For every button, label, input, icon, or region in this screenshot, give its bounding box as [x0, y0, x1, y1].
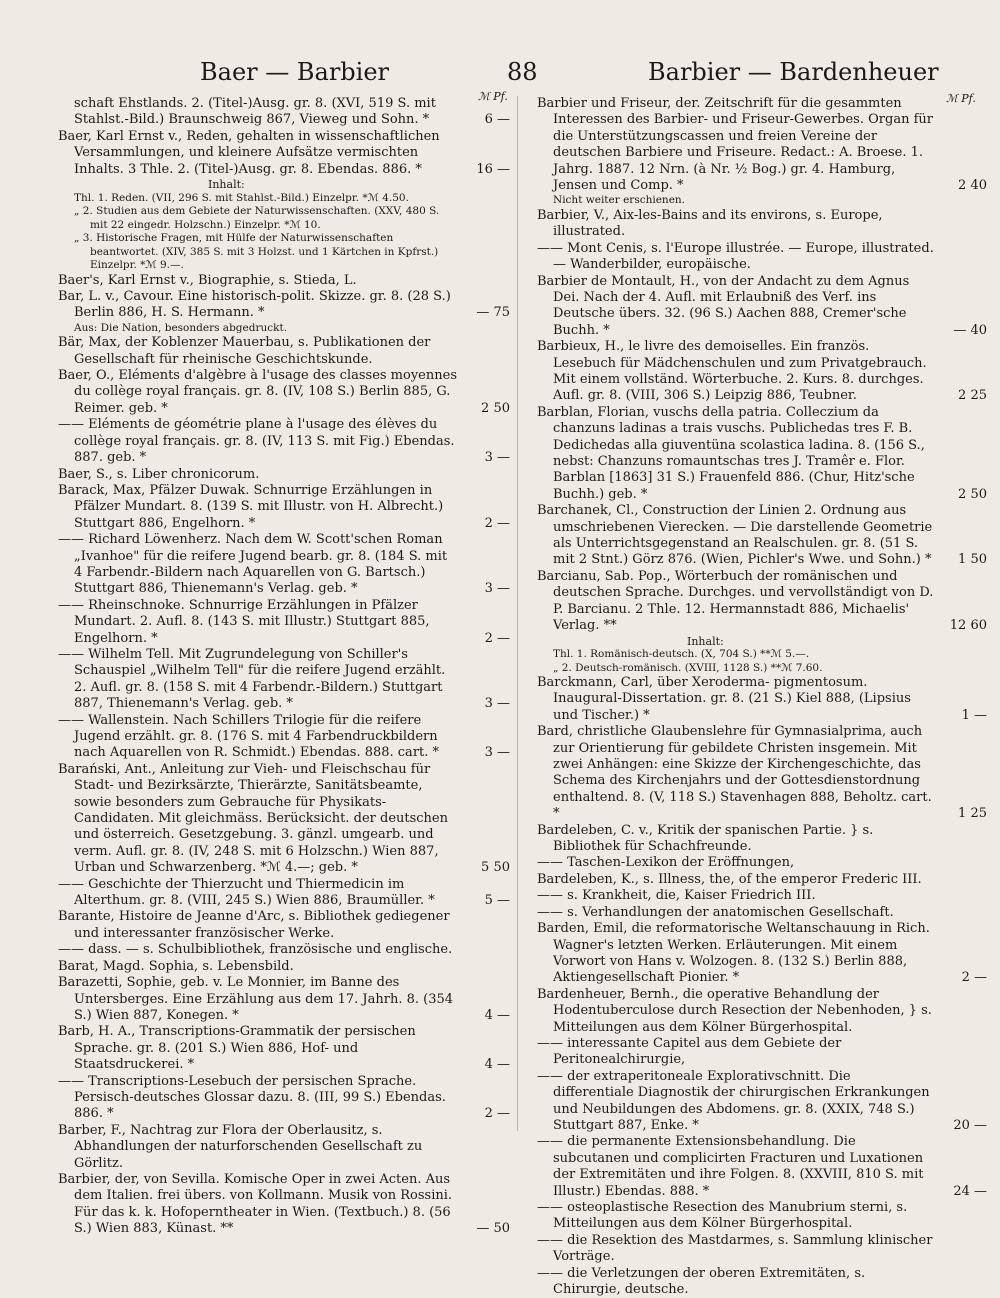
entry-text: —— die Verletzungen der oberen Extremitäten, s. Chirurgie, deutsche.: [537, 1265, 866, 1298]
contents-line: Thl. 1. Reden. (VII, 296 S. mit Stahlst.-Bild.) Einzelpr. *ℳ 4.50.: [74, 191, 409, 204]
entry-text: —— interessante Capitel aus dem Gebiete der Peritonealchirurgie,: [537, 1035, 842, 1068]
bibliography-entry: [58, 647, 510, 713]
entry-text: —— Eléments de géométrie plane à l'usage des élèves du collège royal français. gr. 8. (IV, 113 S. mit Fig.) Ebendas. 887. geb. *: [58, 417, 455, 466]
entry-text: Barbier, der, von Sevilla. Komische Oper in zwei Acten. Aus dem Italien. frei übers. von Kollmann. Musik von Rossini. Für das k. k. Hofoperntheater in Wien. (Textbuch.) 8. (56 S.) Wien 883, Künast. **: [58, 1171, 453, 1237]
entry-text: Barb, H. A., Transcriptions-Grammatik der persischen Sprache. gr. 8. (201 S.) Wien 886, Hof- und Staatsdruckerei. *: [58, 1024, 416, 1073]
contents-line: „ 2. Studien aus dem Gebiete der Naturwissenschaften. (XXV, 480 S. mit 22 eingedr. Holzschn.) Einzelpr. *ℳ 10.: [74, 205, 440, 231]
bibliography-entry: [58, 467, 510, 483]
entry-price: 2 —: [484, 1106, 510, 1122]
entry-text: Baer's, Karl Ernst v., Biographie, s. Stieda, L.: [58, 272, 357, 288]
bibliography-entry: [58, 417, 510, 466]
bibliography-entry: [58, 273, 510, 289]
bibliography-entry: [537, 1134, 987, 1200]
contents-line: Thl. 1. Romänisch-deutsch. (X, 704 S.) **ℳ 5.—.: [553, 648, 810, 660]
entry-price: 2 50: [481, 400, 510, 416]
bibliography-entry: [58, 713, 510, 762]
bibliography-entry: [537, 274, 987, 340]
entry-text: —— Geschichte der Thierzucht und Thiermedicin im Alterthum. gr. 8. (VIII, 245 S.) Wien 886, Braumüller. *: [58, 876, 435, 909]
bibliography-entry: [537, 405, 987, 503]
bibliography-entry: [58, 909, 510, 942]
contents-line: „ 2. Deutsch-romänisch. (XVIII, 1128 S.) **ℳ 7.60.: [553, 661, 823, 674]
bibliography-entry: [537, 855, 987, 871]
bibliography-entry: [537, 96, 987, 194]
entry-price: 5 —: [484, 893, 510, 909]
bibliography-entry: [58, 877, 510, 910]
entry-price: 3 —: [484, 696, 510, 712]
entry-price: — 40: [953, 322, 987, 338]
contents-line: Nicht weiter erschienen.: [553, 194, 686, 207]
right-column: [537, 96, 987, 1298]
entry-text: —— Wallenstein. Nach Schillers Trilogie für die reifere Jugend erzählt. gr. 8. (176 S. mit 4 Farbendruckbildern nach Aquarellen von R. Schmidt.) Ebendas. 888. cart. *: [58, 712, 440, 761]
bibliography-entry: [58, 1024, 510, 1073]
entry-text: —— s. Verhandlungen der anatomischen Gesellschaft.: [537, 904, 894, 920]
bibliography-entry: [58, 289, 510, 322]
entry-price: 3 —: [484, 745, 510, 761]
bibliography-entry: [58, 1123, 510, 1172]
entry-price: 3 —: [484, 581, 510, 597]
entry-price: 20 —: [953, 1117, 987, 1133]
entry-text: Bardeleben, K., s. Illness, the, of the emperor Frederic III.: [537, 871, 922, 887]
page-number: 88: [507, 58, 538, 86]
entry-price: 2 50: [958, 486, 987, 502]
bibliography-entry: [58, 129, 510, 178]
entry-text: Barack, Max, Pfälzer Duwak. Schnurrige Erzählungen in Pfälzer Mundart. 8. (139 S. mit Illustr. von H. Albrecht.) Stuttgart 886, Engelhorn. *: [58, 482, 444, 531]
entry-text: Bar, L. v., Cavour. Eine historisch-polit. Skizze. gr. 8. (28 S.) Berlin 886, H. S. Hermann. *: [58, 288, 451, 321]
running-head-left: Baer — Barbier: [200, 58, 390, 86]
bibliography-entry: [537, 987, 987, 1036]
entry-text: schaft Ehstlands. 2. (Titel-)Ausg. gr. 8. (XVI, 519 S. mit Stahlst.-Bild.) Braunschweig 867, Vieweg und Sohn. *: [74, 96, 436, 128]
entry-text: Baer, S., s. Liber chronicorum.: [58, 466, 260, 482]
bibliography-entry: [58, 959, 510, 975]
bibliography-entry: [537, 1266, 987, 1298]
entry-price: 16 —: [476, 161, 510, 177]
entry-text: —— Richard Löwenherz. Nach dem W. Scott'schen Roman „Ivanhoe" für die reifere Jugend bearb. gr. 8. (184 S. mit 4 Farbendr.-Bildern nach Aquarellen von G. Bartsch.) Stuttgart 886, Thienemann's Verlag. geb. *: [58, 532, 448, 597]
bibliography-entry: [537, 1036, 987, 1069]
entry-text: —— die permanente Extensionsbehandlung. Die subcutanen und complicirten Fracturen und Luxationen der Extremitäten und ihre Folgen. 8. (XXVIII, 810 S. mit Illustr.) Ebendas. 888. *: [537, 1134, 924, 1199]
bibliography-entry: [58, 598, 510, 647]
contents-line: „ 3. Historische Fragen, mit Hülfe der Naturwissenschaften beantwortet. (XIV, 385 S. mit 3 Holzst. und 1 Kärtchen in Kpfrst.) Einzelpr. *ℳ 9.—.: [74, 232, 439, 272]
entry-text: Bardenheuer, Bernh., die operative Behandlung der Hodentuberculose durch Resection der Nebenhoden, } s. Mitteilungen aus dem Kölner Bürgerhospital.: [537, 986, 932, 1035]
bibliography-entry: [537, 503, 987, 569]
bibliography-entry: [58, 975, 510, 1024]
bibliography-entry: [58, 368, 510, 417]
entry-text: Bardeleben, C. v., Kritik der spanischen Partie. } s. Bibliothek für Schachfreunde.: [537, 822, 874, 855]
bibliography-entry: [537, 921, 987, 987]
currency-label-right: ℳ Pf.: [946, 92, 976, 105]
entry-price: 2 —: [484, 515, 510, 531]
currency-label-left: ℳ Pf.: [478, 90, 508, 103]
entry-price: 24 —: [953, 1183, 987, 1199]
bibliography-entry: [58, 1172, 510, 1238]
entry-price: — 75: [476, 305, 510, 321]
entry-text: Barden, Emil, die reformatorische Weltanschauung in Rich. Wagner's letzten Werken. Erläuterungen. Mit einem Vorwort von Hans v. Wolzogen. 8. (132 S.) Berlin 888, Aktiengesellschaft Pionier. *: [537, 921, 930, 986]
entry-text: Barbier, V., Aix-les-Bains and its environs, s. Europe, illustrated.: [537, 207, 883, 240]
entry-text: —— s. Krankheit, die, Kaiser Friedrich III.: [537, 888, 816, 904]
entry-price: 4 —: [484, 1057, 510, 1073]
bibliography-entry: [58, 532, 510, 598]
entry-price: 4 —: [484, 1007, 510, 1023]
contents-line: Inhalt:: [687, 634, 724, 648]
entry-text: Barante, Histoire de Jeanne d'Arc, s. Bibliothek gediegener und interessanter französischer Werke.: [58, 909, 450, 941]
page-header: [0, 58, 1000, 90]
entry-text: Bard, christliche Glaubenslehre für Gymnasialprima, auch zur Orientierung für gebildete Christen insgemein. Mit zwei Anhängen: eine Skizze der Kirchengeschichte, das Schema des Kirchenjahrs und der Gottesdienstordnung enthaltend. 8. (V, 118 S.) Stavenhagen 888, Beholtz. cart. *: [537, 724, 932, 822]
bibliography-entry: [537, 823, 987, 856]
bibliography-entry: [537, 888, 987, 904]
entry-text: —— Rheinschnoke. Schnurrige Erzählungen in Pfälzer Mundart. 2. Aufl. 8. (143 S. mit Illustr.) Stuttgart 885, Engelhorn. *: [58, 597, 430, 646]
entry-price: 2 25: [958, 388, 987, 404]
entry-text: Barbieux, H., le livre des demoiselles. Ein französ. Lesebuch für Mädchenschulen und zum Privatgebrauch. Mit einem vollständ. Wörterbuche. 2. Kurs. 8. durchges. Aufl. gr. 8. (VIII, 306 S.) Leipzig 886, Teubner.: [537, 339, 927, 404]
bibliography-entry: [537, 339, 987, 405]
entry-text: —— osteoplastische Resection des Manubrium sterni, s. Mitteilungen aus dem Kölner Bürgerhospital.: [537, 1200, 908, 1232]
entry-price: 3 —: [484, 450, 510, 466]
entry-text: Barblan, Florian, vuschs della patria. Colleczium da chanzuns ladinas a trais vuschs. Publichedas tres F. B. Dedichedas alla giuventüna scolastica ladina. 8. (156 S., nebst: Chanzuns romauntschas tres J. Tramêr e. Flor. Barblan [1863] 31 S.) Frauenfeld 886. (Chur, Hitz'sche Buchh.) geb. *: [537, 404, 925, 502]
entry-text: Bär, Max, der Koblenzer Mauerbau, s. Publikationen der Gesellschaft für rheinische Geschichtskunde.: [58, 335, 431, 367]
bibliography-entry: [58, 335, 510, 368]
bibliography-entry: [537, 1200, 987, 1233]
bibliography-entry: [58, 762, 510, 877]
entry-text: —— der extraperitoneale Explorativschnitt. Die differentiale Diagnostik der chirurgischen Erkrankungen und Neubildungen des Abdomens. gr. 8. (XXIX, 748 S.) Stuttgart 887, Enke. *: [537, 1068, 930, 1133]
bibliography-entry: [537, 872, 987, 888]
bibliography-entry: [537, 208, 987, 241]
bibliography-entry: [537, 1233, 987, 1266]
entry-price: 2 —: [484, 630, 510, 646]
entry-text: Barber, F., Nachtrag zur Flora der Oberlausitz, s. Abhandlungen der naturforschenden Gesellschaft zu Görlitz.: [58, 1122, 423, 1171]
entry-text: Baer, O., Eléments d'algèbre à l'usage des classes moyennes du collège royal français. gr. 8. (IV, 108 S.) Berlin 885, G. Reimer. geb. *: [58, 368, 457, 416]
entry-price: 12 60: [949, 618, 987, 634]
entry-price: — 50: [476, 1221, 510, 1237]
entry-text: Barat, Magd. Sophia, s. Lebensbild.: [58, 958, 294, 974]
bibliography-entry: [537, 569, 987, 635]
entry-text: Barbier und Friseur, der. Zeitschrift für die gesammten Interessen des Barbier- und Friseur-Gewerbes. Organ für die Unterstützungscassen und freien Vereine der deutschen Barbiere und Friseure. Redact.: A. Broese. 1. Jahrg. 1887. 12 Nrn. (à Nr. ½ Bog.) gr. 4. Hamburg, Jensen und Comp. *: [537, 96, 933, 194]
column-divider: [517, 96, 518, 1131]
entry-text: —— Mont Cenis, s. l'Europe illustrée. — Europe, illustrated. — Wanderbilder, europäische.: [537, 240, 934, 273]
bibliography-entry: [58, 96, 510, 129]
bibliography-entry: [58, 1074, 510, 1123]
entry-text: Barazetti, Sophie, geb. v. Le Monnier, im Banne des Untersberges. Eine Erzählung aus dem 17. Jahrh. 8. (354 S.) Wien 887, Konegen. *: [58, 975, 454, 1023]
entry-text: Barckmann, Carl, über Xeroderma- pigmentosum. Inaugural-Dissertation. gr. 8. (21 S.) Kiel 888, (Lipsius und Tischer.) *: [537, 675, 911, 723]
contents-line: Aus: Die Nation, besonders abgedruckt.: [74, 321, 288, 334]
entry-text: Baer, Karl Ernst v., Reden, gehalten in wissenschaftlichen Versammlungen, und kleinere Aufsätze vermischten Inhalts. 3 Thle. 2. (Titel-)Ausg. gr. 8. Ebendas. 886. *: [58, 128, 440, 177]
bibliography-entry: [537, 1069, 987, 1135]
entry-text: Barbier de Montault, H., von der Andacht zu dem Agnus Dei. Nach der 4. Aufl. mit Erlaubniß des Verf. ins Deutsche übers. 32. (96 S.) Aachen 888, Cremer'sche Buchh. *: [537, 273, 910, 338]
entry-text: —— die Resektion des Mastdarmes, s. Sammlung klinischer Vorträge.: [537, 1232, 933, 1265]
entry-price: 2 40: [958, 178, 987, 194]
bibliography-entry: [537, 241, 987, 274]
left-column: [58, 96, 510, 1238]
entry-price: 1 25: [958, 806, 987, 822]
entry-price: 1 50: [958, 552, 987, 568]
entry-text: —— Transcriptions-Lesebuch der persischen Sprache. Persisch-deutsches Glossar dazu. 8. (III, 99 S.) Ebendas. 886. *: [58, 1073, 446, 1122]
entry-text: —— Wilhelm Tell. Mit Zugrundelegung von Schiller's Schauspiel „Wilhelm Tell" für die reifere Jugend erzählt. 2. Aufl. gr. 8. (158 S. mit 4 Farbendr.-Bildern.) Stuttgart 887, Thienemann's Verlag. geb. *: [58, 646, 446, 712]
entry-price: 1 —: [961, 707, 987, 723]
entry-price: 5 50: [481, 860, 510, 876]
bibliography-entry: [58, 942, 510, 958]
entry-text: Barański, Ant., Anleitung zur Vieh- und Fleischschau für Stadt- und Bezirksärzte, Thierärzte, Sanitätsbeamte, sowie besonders zum Gebrauche für Physikats-Candidaten. Mit gleichmäss. Berücksicht. der deutschen und österreich. Gesetzgebung. 3. gänzl. umgearb. und verm. Aufl. gr. 8. (IV, 248 S. mit 6 Holzschn.) Wien 887, Urban und Schwarzenberg. *ℳ 4.—; geb. *: [58, 761, 448, 876]
entry-text: —— Taschen-Lexikon der Eröffnungen,: [537, 855, 795, 871]
entry-text: Barchanek, Cl., Construction der Linien 2. Ordnung aus umschriebenen Vierecken. — Die darstellende Geometrie als Unterrichtsgegenstand an Realschulen. gr. 8. (51 S. mit 2 Stnt.) Görz 876. (Wien, Pichler's Wwe. und Sohn.) *: [537, 503, 933, 568]
bibliography-entry: [537, 905, 987, 921]
bibliography-entry: [537, 724, 987, 822]
contents-line: Inhalt:: [208, 178, 245, 192]
running-head-right: Barbier — Bardenheuer: [648, 58, 939, 86]
entry-text: Barcianu, Sab. Pop., Wörterbuch der romänischen und deutschen Sprache. Durchges. und vervollständigt von D. P. Barcianu. 2 Thle. 12. Hermannstadt 886, Michaelis' Verlag. **: [537, 568, 934, 634]
entry-price: 2 —: [961, 970, 987, 986]
entry-price: 6 —: [484, 112, 510, 128]
bibliography-entry: [58, 483, 510, 532]
bibliography-entry: [537, 675, 987, 724]
entry-text: —— dass. — s. Schulbibliothek, französische und englische.: [58, 942, 453, 958]
